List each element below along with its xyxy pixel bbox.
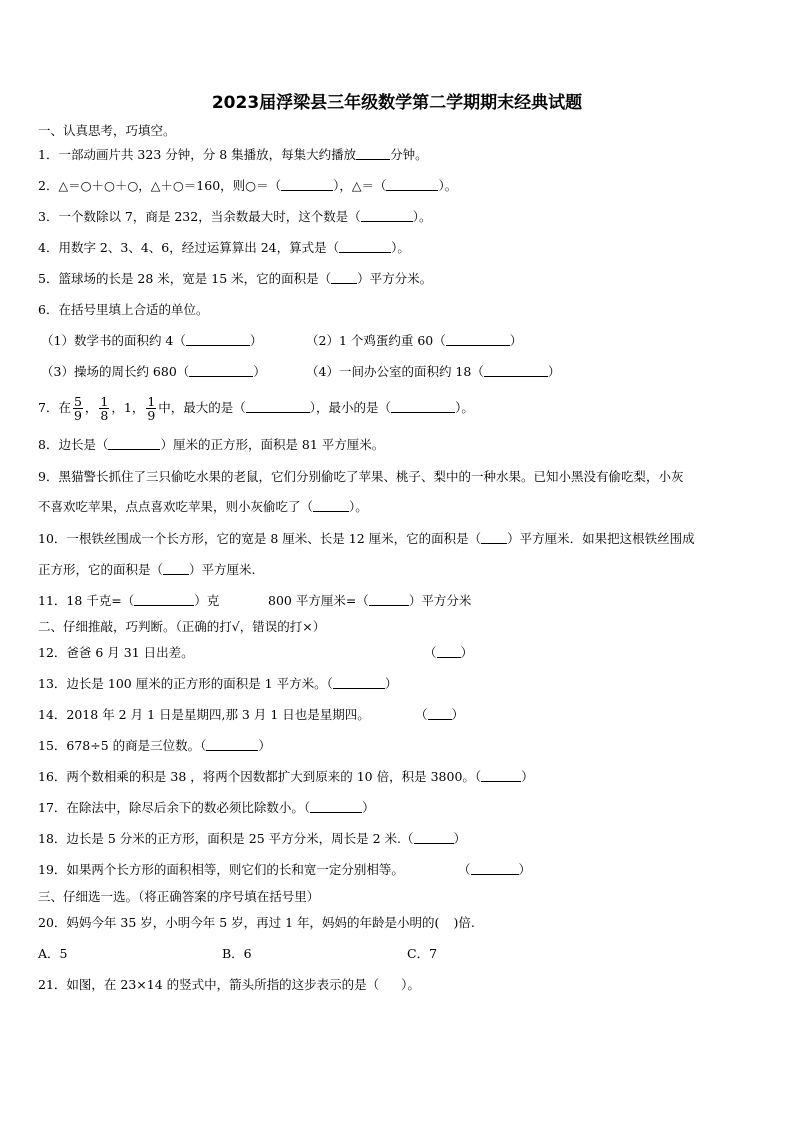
answer-blank[interactable]	[361, 209, 413, 222]
answer-blank[interactable]	[391, 400, 455, 413]
question-20-option-c[interactable]: C．7	[407, 946, 438, 961]
answer-blank[interactable]	[186, 333, 250, 346]
question-2: 2．△＝○＋○＋○，△＋○＝160，则○＝（ ），△＝（ ）。	[38, 178, 458, 193]
question-9-line-1: 9．黑猫警长抓住了三只偷吃水果的老鼠，它们分别偷吃了苹果、桃子、梨中的一种水果。已知小黑没有偷吃梨，小灰	[38, 469, 684, 484]
answer-blank[interactable]	[369, 593, 409, 606]
question-7: 7．在 $\frac{5}{9}$ ， $\frac{1}{8}$ ，1， $\frac{1}{9}$ 中，最大的是（ ），最小的是（ ）。	[38, 394, 474, 423]
question-3: 3．一个数除以 7，商是 232，当余数最大时，这个数是（ ）。	[38, 209, 432, 224]
answer-blank[interactable]	[313, 499, 349, 512]
answer-blank[interactable]	[108, 437, 160, 450]
answer-blank[interactable]	[484, 364, 548, 377]
answer-blank[interactable]	[189, 364, 253, 377]
section-2-heading: 二、仔细推敲，巧判断。（正确的打√，错误的打×）	[38, 619, 326, 634]
question-6-item-2: （2）1 个鸡蛋约重 60（ ）	[306, 333, 523, 348]
answer-blank[interactable]	[428, 707, 452, 720]
question-4: 4．用数字 2、3、4、6，经过运算算出 24，算式是（ ）。	[38, 240, 410, 255]
question-6-item-3: （3）操场的周长约 680（ ）	[41, 364, 266, 379]
question-10-line-1: 10．一根铁丝围成一个长方形，它的宽是 8 厘米、长是 12 厘米，它的面积是（ ）平方厘米．如果把这根铁丝围成	[38, 531, 695, 546]
question-18: 18．边长是 5 分米的正方形，面积是 25 平方分米，周长是 2 米.（ ）	[38, 831, 467, 846]
fraction-1-8: $\frac{1}{8}$	[100, 394, 109, 423]
answer-blank[interactable]	[134, 593, 194, 606]
question-10-line-2: 正方形，它的面积是（ ）平方厘米.	[38, 562, 256, 577]
question-6-stem: 6．在括号里填上合适的单位。	[38, 302, 209, 317]
question-20-option-b[interactable]: B．6	[222, 946, 252, 961]
question-8: 8．边长是（ ）厘米的正方形，面积是 81 平方厘米。	[38, 437, 385, 452]
answer-blank[interactable]	[310, 800, 362, 813]
question-11-part-2: 800 平方厘米=（ ）平方分米	[268, 593, 472, 608]
question-19-answer: （ ）	[458, 862, 532, 877]
question-21: 21．如图，在 23×14 的竖式中，箭头所指的这步表示的是（ ）。	[38, 977, 420, 992]
answer-blank[interactable]	[386, 178, 438, 191]
question-16: 16．两个数相乘的积是 38 ，将两个因数都扩大到原来的 10 倍，积是 3800。（ ）	[38, 769, 534, 784]
answer-blank[interactable]	[481, 769, 521, 782]
answer-blank[interactable]	[471, 862, 519, 875]
question-9-line-2: 不喜欢吃苹果，点点喜欢吃苹果，则小灰偷吃了（ ）。	[38, 499, 368, 514]
answer-blank[interactable]	[163, 562, 189, 575]
question-11: 11．18 千克=（ ）克	[38, 593, 220, 608]
question-13: 13．边长是 100 厘米的正方形的面积是 1 平方米。（ ）	[38, 676, 398, 691]
question-6-item-1: （1）数学书的面积约 4（ ）	[41, 333, 263, 348]
answer-blank[interactable]	[331, 271, 357, 284]
answer-blank[interactable]	[414, 831, 454, 844]
answer-blank[interactable]	[481, 531, 507, 544]
question-17: 17．在除法中，除尽后余下的数必须比除数小。（ ）	[38, 800, 375, 815]
answer-blank[interactable]	[206, 738, 258, 751]
answer-blank[interactable]	[339, 240, 391, 253]
page-title: 2023届浮梁县三年级数学第二学期期末经典试题	[211, 93, 583, 113]
answer-blank[interactable]	[446, 333, 510, 346]
fraction-1-9: $\frac{1}{9}$	[147, 394, 156, 423]
question-20: 20．妈妈今年 35 岁，小明今年 5 岁，再过 1 年，妈妈的年龄是小明的( )倍.	[38, 915, 475, 930]
question-12: 12．爸爸 6 月 31 日出差。	[38, 645, 194, 660]
section-3-heading: 三、仔细选一选。（将正确答案的序号填在括号里）	[38, 889, 320, 904]
answer-blank[interactable]	[246, 400, 310, 413]
answer-blank[interactable]	[437, 645, 461, 658]
question-14: 14．2018 年 2 月 1 日是星期四,那 3 月 1 日也是星期四。	[38, 707, 370, 722]
answer-blank[interactable]	[356, 147, 390, 160]
question-14-answer: （ ）	[415, 707, 465, 722]
question-20-option-a[interactable]: A．5	[38, 946, 68, 961]
question-1: 1．一部动画片共 323 分钟，分 8 集播放，每集大约播放 分钟。	[38, 147, 428, 162]
question-12-answer: （ ）	[424, 645, 474, 660]
question-6-item-4: （4）一间办公室的面积约 18（ ）	[306, 364, 561, 379]
answer-blank[interactable]	[333, 676, 385, 689]
question-19: 19．如果两个长方形的面积相等，则它们的长和宽一定分别相等。	[38, 862, 404, 877]
answer-blank[interactable]	[281, 178, 333, 191]
section-1-heading: 一、认真思考，巧填空。	[38, 123, 176, 138]
fraction-5-9: $\frac{5}{9}$	[73, 394, 82, 423]
question-5: 5．篮球场的长是 28 米，宽是 15 米，它的面积是（ ）平方分米。	[38, 271, 433, 286]
question-15: 15．678÷5 的商是三位数。（ ）	[38, 738, 271, 753]
